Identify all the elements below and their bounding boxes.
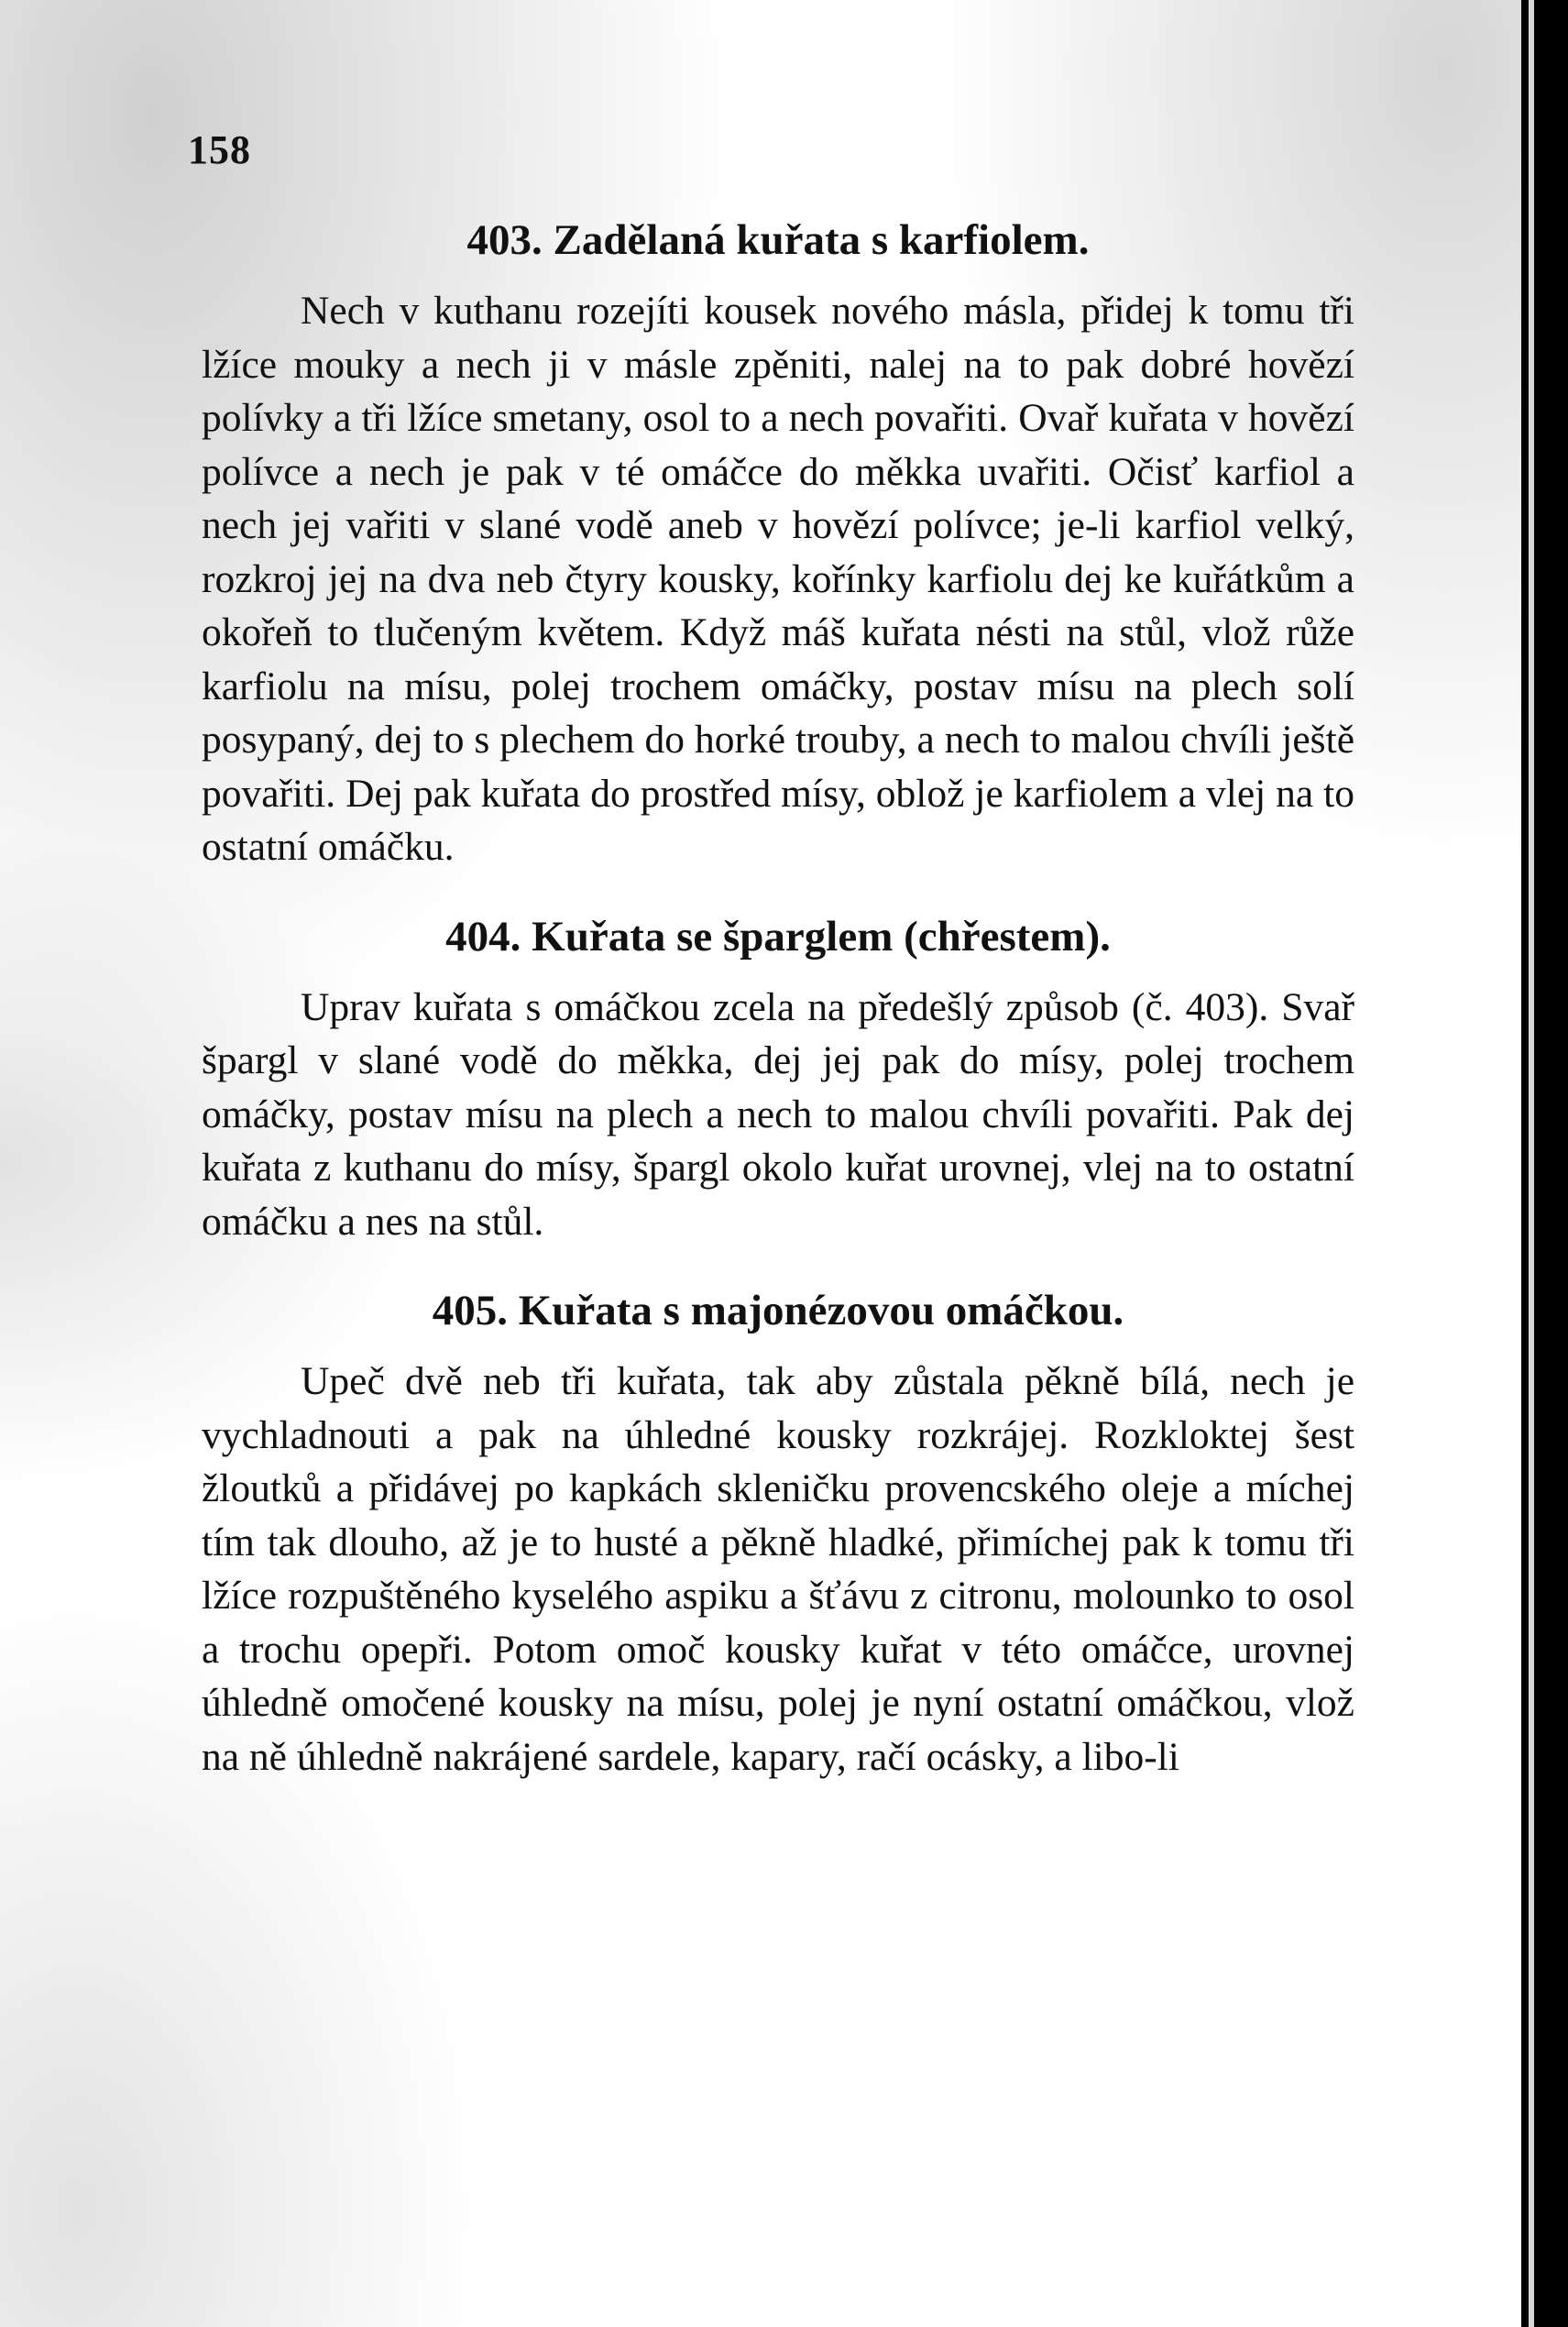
recipe-404-title: 404. Kuřata se šparglem (chřestem).: [445, 912, 1111, 960]
page-number: 158: [188, 127, 251, 172]
recipe-404-text: Uprav kuřata s omáčkou zcela na předešlý způsob (č. 403). Svař špargl v slané vodě do měkka, dej jej pak do mísy, polej trochem omáčky, postav mísu na plech a nech to malou chvíli povařiti. Pak dej kuřata z kuthanu do mísy, špargl okolo kuřat urovnej, vlej na to ostatní omáčku a nes na stůl.: [202, 984, 1354, 1244]
recipe-405-text: Upeč dvě neb tři kuřata, tak aby zůstala pěkně bílá, nech je vychladnouti a pak na úhledné kousky rozkrájej. Rozkloktej šest žloutků a přidávej po kapkách skleničku provencského oleje a míchej tím tak dlouho, až je to husté a pěkně hladké, přimíchej pak k tomu tři lžíce rozpuštěného kyselého aspiku a šťávu z citronu, molounko to osol a trochu opepři. Potom omoč kousky kuřat v této omáčce, urovnej úhledně omočené kousky na mísu, polej je nyní ostatní omáčkou, vlož na ně úhledně nakrájené sardele, kapary, račí ocásky, a libo-li: [202, 1359, 1354, 1779]
page-edge-line: [1529, 0, 1534, 2327]
recipe-405-title: 405. Kuřata s majonézovou omáčkou.: [432, 1287, 1124, 1334]
recipe-403-title: 403. Zadělaná kuřata s karfiolem.: [466, 216, 1090, 264]
recipe-403-text: Nech v kuthanu rozejíti kousek nového másla, přidej k tomu tři lžíce mouky a nech ji v másle zpěniti, nalej na to pak dobré hovězí polívky a tři lžíce smetany, osol to a nech povařiti. Ovař kuřata v hovězí polívce a nech je pak v té omáčce do měkka uvařiti. Očisť karfiol a nech jej vařiti v slané vodě aneb v hovězí polívce; je-li karfiol velký, rozkroj jej na dva neb čtyry kousky, kořínky karfiolu dej ke kuřátkům a okořeň to tlučeným květem. Když máš kuřata nésti na stůl, vlož růže karfiolu na mísu, polej trochem omáčky, postav mísu na plech solí posypaný, dej to s plechem do horké trouby, a nech to malou chvíli ještě povařiti. Dej pak kuřata do prostřed mísy, oblož je karfiolem a vlej na to ostatní omáčku.: [202, 289, 1354, 869]
page-content: [202, 213, 1354, 1784]
